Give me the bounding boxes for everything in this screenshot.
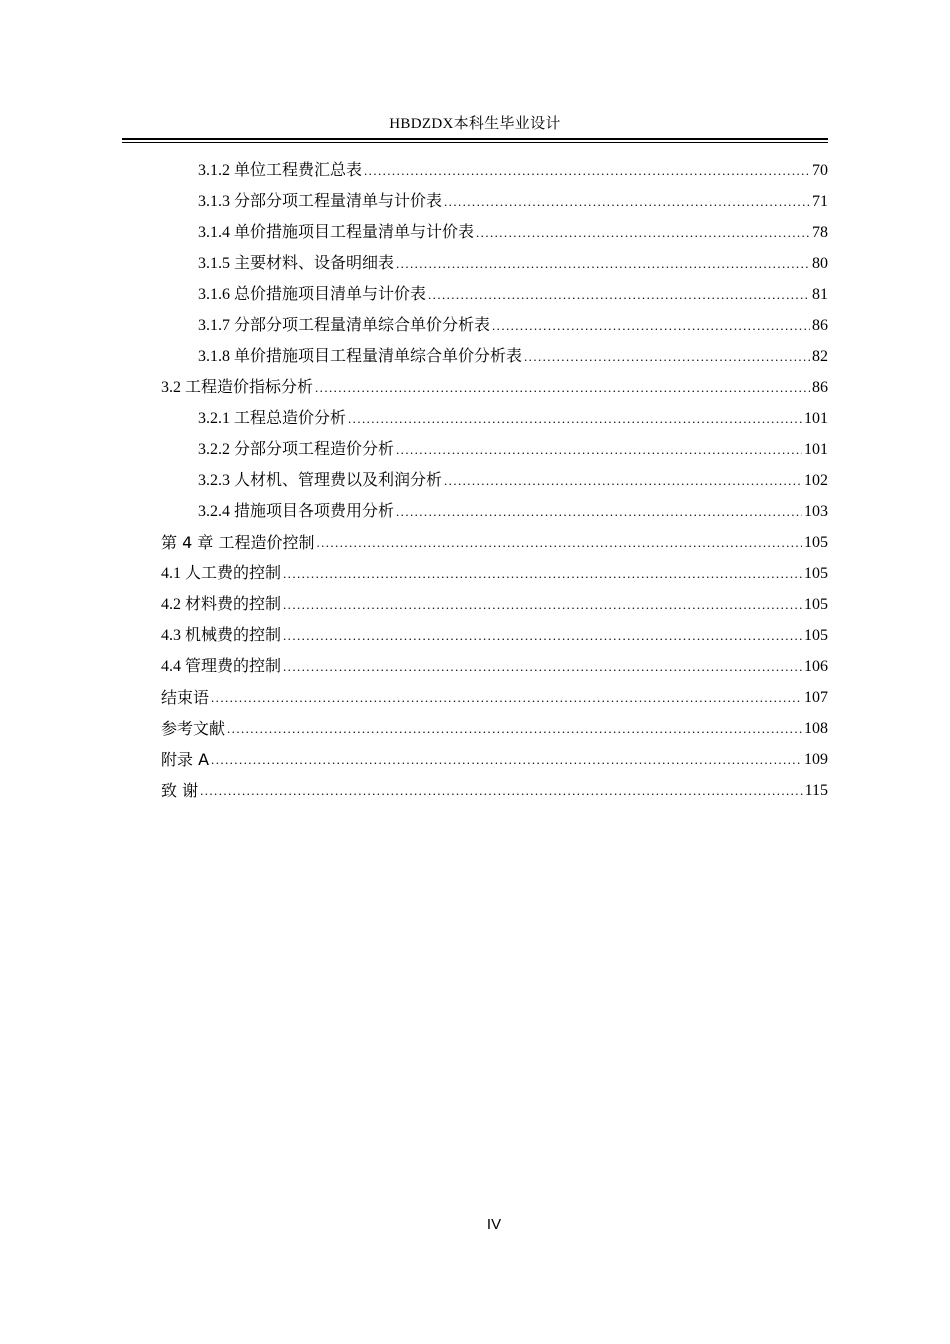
toc-entry-title: 3.2.3 人材机、管理费以及利润分析 xyxy=(198,472,443,489)
toc-entry-page: 71 xyxy=(812,193,828,210)
toc-dot-leader xyxy=(396,434,802,465)
toc-dot-leader xyxy=(227,713,802,744)
toc-entry-title: 3.2.1 工程总造价分析 xyxy=(198,410,347,427)
toc-entry[interactable] xyxy=(161,186,828,217)
toc-entry-page: 109 xyxy=(804,751,828,768)
toc-dot-leader xyxy=(315,372,810,403)
toc-entry-title: 3.1.2 单位工程费汇总表 xyxy=(198,162,363,179)
toc-entry[interactable] xyxy=(161,403,828,434)
toc-entry-title: 结束语 xyxy=(161,688,210,707)
toc-dot-leader xyxy=(283,651,802,682)
toc-dot-leader xyxy=(476,217,810,248)
toc-entry[interactable] xyxy=(161,527,828,558)
toc-dot-leader xyxy=(283,558,802,589)
toc-entry[interactable] xyxy=(161,558,828,589)
toc-entry-title: 3.2.4 措施项目各项费用分析 xyxy=(198,503,395,520)
toc-entry-page: 101 xyxy=(804,410,828,427)
toc-entry[interactable] xyxy=(161,682,828,713)
toc-entry[interactable] xyxy=(161,217,828,248)
toc-entry[interactable] xyxy=(161,775,828,806)
header-rule-thin xyxy=(122,142,828,143)
toc-entry-page: 86 xyxy=(812,317,828,334)
toc-entry-title: 4.3 机械费的控制 xyxy=(161,627,282,644)
toc-dot-leader xyxy=(444,465,802,496)
toc-entry-title: 3.1.5 主要材料、设备明细表 xyxy=(198,255,395,272)
toc-entry-title: 3.1.4 单价措施项目工程量清单与计价表 xyxy=(198,224,475,241)
toc-entry[interactable] xyxy=(161,744,828,775)
toc-entry-title: 3.2.2 分部分项工程造价分析 xyxy=(198,441,395,458)
toc-dot-leader xyxy=(492,310,810,341)
toc-entry[interactable] xyxy=(161,372,828,403)
toc-entry[interactable] xyxy=(161,248,828,279)
toc-entry-title: 4.1 人工费的控制 xyxy=(161,565,282,582)
toc-entry[interactable] xyxy=(161,620,828,651)
toc-dot-leader xyxy=(524,341,810,372)
toc-dot-leader xyxy=(200,775,803,806)
table-of-contents xyxy=(161,155,828,806)
toc-dot-leader xyxy=(444,186,810,217)
toc-entry-page: 107 xyxy=(804,689,828,706)
header-rule-thick xyxy=(122,138,828,140)
toc-entry-title: 3.1.6 总价措施项目清单与计价表 xyxy=(198,286,427,303)
toc-entry[interactable] xyxy=(161,279,828,310)
page-number: IV xyxy=(486,1216,502,1233)
toc-entry-title: 3.1.7 分部分项工程量清单综合单价分析表 xyxy=(198,317,491,334)
toc-entry[interactable] xyxy=(161,651,828,682)
toc-entry-page: 105 xyxy=(804,596,828,613)
toc-entry-title: 3.2 工程造价指标分析 xyxy=(161,379,314,396)
toc-entry-page: 105 xyxy=(804,565,828,582)
toc-entry[interactable] xyxy=(161,496,828,527)
toc-entry-page: 105 xyxy=(804,534,828,551)
toc-dot-leader xyxy=(316,527,802,558)
toc-entry[interactable] xyxy=(161,341,828,372)
toc-dot-leader xyxy=(211,682,802,713)
toc-entry-page: 70 xyxy=(812,162,828,179)
toc-dot-leader xyxy=(428,279,810,310)
toc-entry-page: 106 xyxy=(804,658,828,675)
toc-dot-leader xyxy=(348,403,802,434)
toc-entry-page: 81 xyxy=(812,286,828,303)
toc-dot-leader xyxy=(211,744,802,775)
toc-dot-leader xyxy=(396,496,802,527)
toc-dot-leader xyxy=(396,248,810,279)
toc-entry-page: 115 xyxy=(804,782,828,799)
toc-entry-title: 参考文献 xyxy=(161,719,226,738)
toc-entry-title: 附录 A xyxy=(161,750,210,769)
toc-entry-page: 80 xyxy=(812,255,828,272)
toc-entry[interactable] xyxy=(161,434,828,465)
toc-entry[interactable] xyxy=(161,155,828,186)
toc-entry-page: 101 xyxy=(804,441,828,458)
toc-entry[interactable] xyxy=(161,713,828,744)
toc-entry-page: 86 xyxy=(812,379,828,396)
toc-dot-leader xyxy=(283,589,802,620)
toc-dot-leader xyxy=(364,155,810,186)
toc-entry-title: 4.2 材料费的控制 xyxy=(161,596,282,613)
toc-entry[interactable] xyxy=(161,310,828,341)
toc-entry-page: 108 xyxy=(804,720,828,737)
toc-entry-title: 3.1.3 分部分项工程量清单与计价表 xyxy=(198,193,443,210)
toc-entry[interactable] xyxy=(161,465,828,496)
page-header-title: HBDZDX本科生毕业设计 xyxy=(389,116,561,132)
toc-entry-title: 3.1.8 单价措施项目工程量清单综合单价分析表 xyxy=(198,348,523,365)
toc-entry-page: 78 xyxy=(812,224,828,241)
toc-entry-title: 4.4 管理费的控制 xyxy=(161,658,282,675)
toc-dot-leader xyxy=(283,620,802,651)
toc-entry-title: 致 谢 xyxy=(161,781,199,800)
toc-entry[interactable] xyxy=(161,589,828,620)
toc-entry-page: 103 xyxy=(804,503,828,520)
toc-entry-page: 102 xyxy=(804,472,828,489)
toc-entry-page: 82 xyxy=(812,348,828,365)
toc-entry-page: 105 xyxy=(804,627,828,644)
toc-entry-title: 第 4 章 工程造价控制 xyxy=(161,533,315,552)
